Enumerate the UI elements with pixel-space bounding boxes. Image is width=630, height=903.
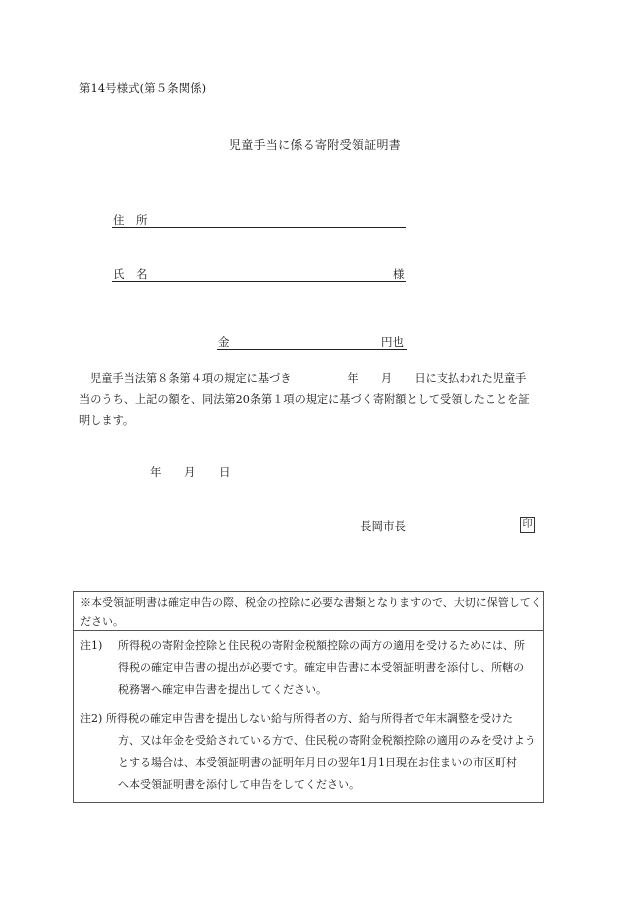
note-2-label: 注2) — [80, 712, 103, 725]
address-label: 住 所 — [113, 213, 148, 227]
name-field-line — [112, 267, 406, 282]
notes-main-line-2: ださい。 — [80, 615, 124, 628]
note-1-line-1: 所得税の寄附金控除と住民税の寄附金税額控除の両方の適用を受けるためには、所 — [118, 639, 525, 652]
form-number: 第14号様式(第５条関係) — [79, 81, 207, 95]
note-1-line-3: 税務署へ確定申告書を提出してください。 — [118, 683, 327, 696]
amount-field-line — [217, 335, 407, 350]
note-2-line-4: へ本受領証明書を添付して申告をしてください。 — [118, 778, 360, 791]
note-2-line-3: とする場合は、本受領証明書の証明年月日の翌年1月1日現在お住まいの市区町村 — [118, 756, 517, 769]
certification-line-2: 当のうち、上記の額を、同法第20条第１項の規定に基づく寄附額として受領したことを証 — [79, 393, 530, 406]
certification-line-1: 児童手当法第８条第４項の規定に基づき 年 月 日に支払われた児童手 — [90, 372, 527, 385]
name-label: 氏 名 — [113, 267, 148, 281]
certification-text — [79, 368, 549, 431]
address-field-line — [112, 213, 406, 228]
note-2-line-2: 方、又は年金を受給されている方で、住民税の寄附金税額控除の適用のみを受けよう — [118, 734, 536, 747]
notes-box — [73, 591, 544, 803]
notes-divider — [74, 630, 543, 631]
seal-mark: 印 — [520, 517, 535, 533]
note-1-label: 注1) — [80, 639, 103, 652]
date-year: 年 — [150, 465, 162, 479]
issuer-title: 長岡市長 — [360, 519, 406, 533]
note-2-line-1: 所得税の確定申告書を提出しない給与所得者の方、給与所得者で年末調整を受けた — [106, 712, 513, 725]
name-honorific: 様 — [393, 267, 405, 281]
amount-label: 金 — [218, 335, 230, 349]
date-day: 日 — [219, 465, 231, 479]
date-month: 月 — [184, 465, 196, 479]
certification-line-3: 明します。 — [79, 414, 135, 427]
note-1-line-2: 得税の確定申告書の提出が必要です。確定申告書に本受領証明書を添付し、所轄の — [118, 661, 525, 674]
amount-suffix: 円也 — [381, 335, 404, 349]
notes-main-line-1: ※本受領証明書は確定申告の際、税金の控除に必要な書類となりますので、大切に保管してく — [80, 596, 542, 609]
document-title: 児童手当に係る寄附受領証明書 — [228, 138, 402, 152]
